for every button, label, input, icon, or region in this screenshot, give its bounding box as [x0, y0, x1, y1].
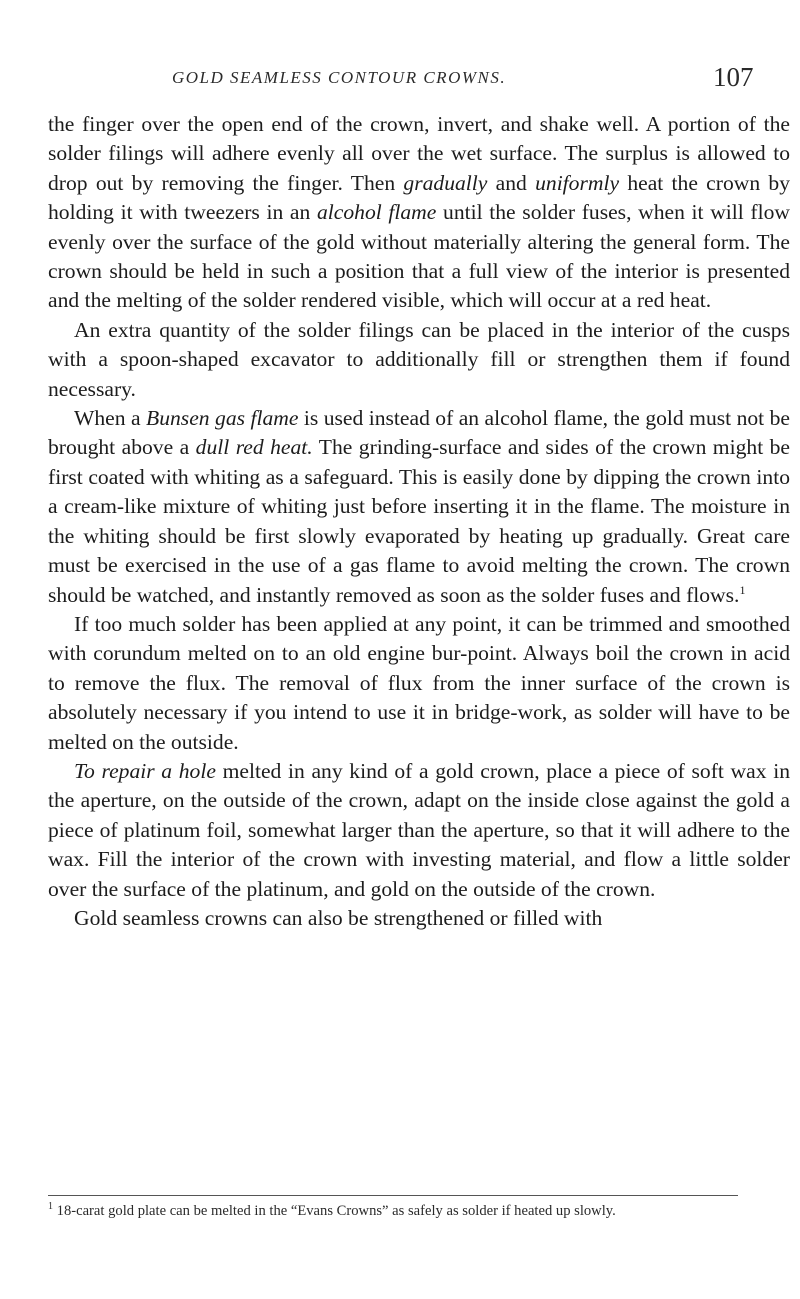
italic-phrase: gradually — [403, 170, 488, 195]
running-head — [48, 62, 788, 102]
running-title: GOLD SEAMLESS CONTOUR CROWNS. — [172, 68, 507, 87]
italic-phrase: alcohol flame — [316, 200, 437, 225]
paragraph — [48, 610, 790, 757]
text-run: heat the crown by holding it with tweezers in an — [48, 170, 790, 225]
body-text — [48, 110, 790, 933]
text-run: Gold seamless crowns can also be strengthened or filled with — [74, 905, 603, 930]
footnote-text: 18-carat gold plate can be melted in the “Evans Crowns” as safely as solder if heated up slowly. — [53, 1203, 616, 1219]
paragraph — [48, 904, 790, 933]
text-run: is used instead of an alcohol flame, the gold must not be brought above a — [48, 406, 790, 460]
footnote — [48, 1201, 790, 1222]
paragraph — [48, 110, 790, 316]
text-run: the finger over the open end of the crown, invert, and shake well. A portion of the solder filings will adhere evenly all over the wet surface. The surplus is allowed to drop out by removing the finger. Then — [48, 112, 790, 195]
italic-phrase: uniformly — [535, 170, 620, 195]
italic-phrase: To repair a hole — [74, 758, 216, 783]
footnote-rule — [48, 1195, 738, 1196]
italic-phrase: dull red heat. — [195, 435, 313, 460]
text-run: until the solder fuses, when it will flow evenly over the surface of the gold without materially altering the general form. The crown should be held in such a position that a full view of the interior is presented and the melting of the solder rendered visible, which will occur at a red heat. — [48, 200, 791, 313]
text-run: The grinding-surface and sides of the crown might be first coated with whiting as a safeguard. This is easily done by dipping the crown into a cream-like mixture of whiting just before inserting it in the flame. The moisture in the whiting should be first slowly evaporated by heating up gradually. Great care must be exercised in the use of a gas flame to avoid melting the crown. The crown should be watched, and instantly removed as soon as the solder fuses and flows. — [48, 435, 791, 607]
paragraph — [48, 316, 790, 404]
footnote-mark: 1 — [48, 1201, 53, 1213]
text-run: melted in any kind of a gold crown, place a piece of soft wax in the aperture, on the outside of the crown, adapt on the inside close against the gold a piece of platinum foil, somewhat larger than the aperture, so that it will adhere to the wax. Fill the interior of the crown with investing material, and flow a little solder over the surface of the platinum, and gold on the outside of the crown. — [48, 758, 790, 901]
text-run: If too much solder has been applied at any point, it can be trimmed and smoothed with corundum melted on to an old engine bur-point. Always boil the crown in acid to remove the flux. The removal of flux from the inner surface of the crown is absolutely necessary if you intend to use it in bridge-work, as solder will have to be melted on the outside. — [48, 611, 790, 754]
paragraph — [48, 757, 790, 904]
text-run: When a — [74, 406, 147, 431]
paragraph — [48, 404, 790, 610]
text-run: An extra quantity of the solder filings can be placed in the interior of the cusps with a spoon-shaped excavator to additionally fill or strengthen them if found necessary. — [48, 317, 790, 401]
footnote-reference: 1 — [739, 582, 746, 597]
page-number: 107 — [713, 62, 754, 92]
text-run: and — [487, 170, 536, 195]
italic-phrase: Bunsen gas flame — [146, 406, 299, 431]
